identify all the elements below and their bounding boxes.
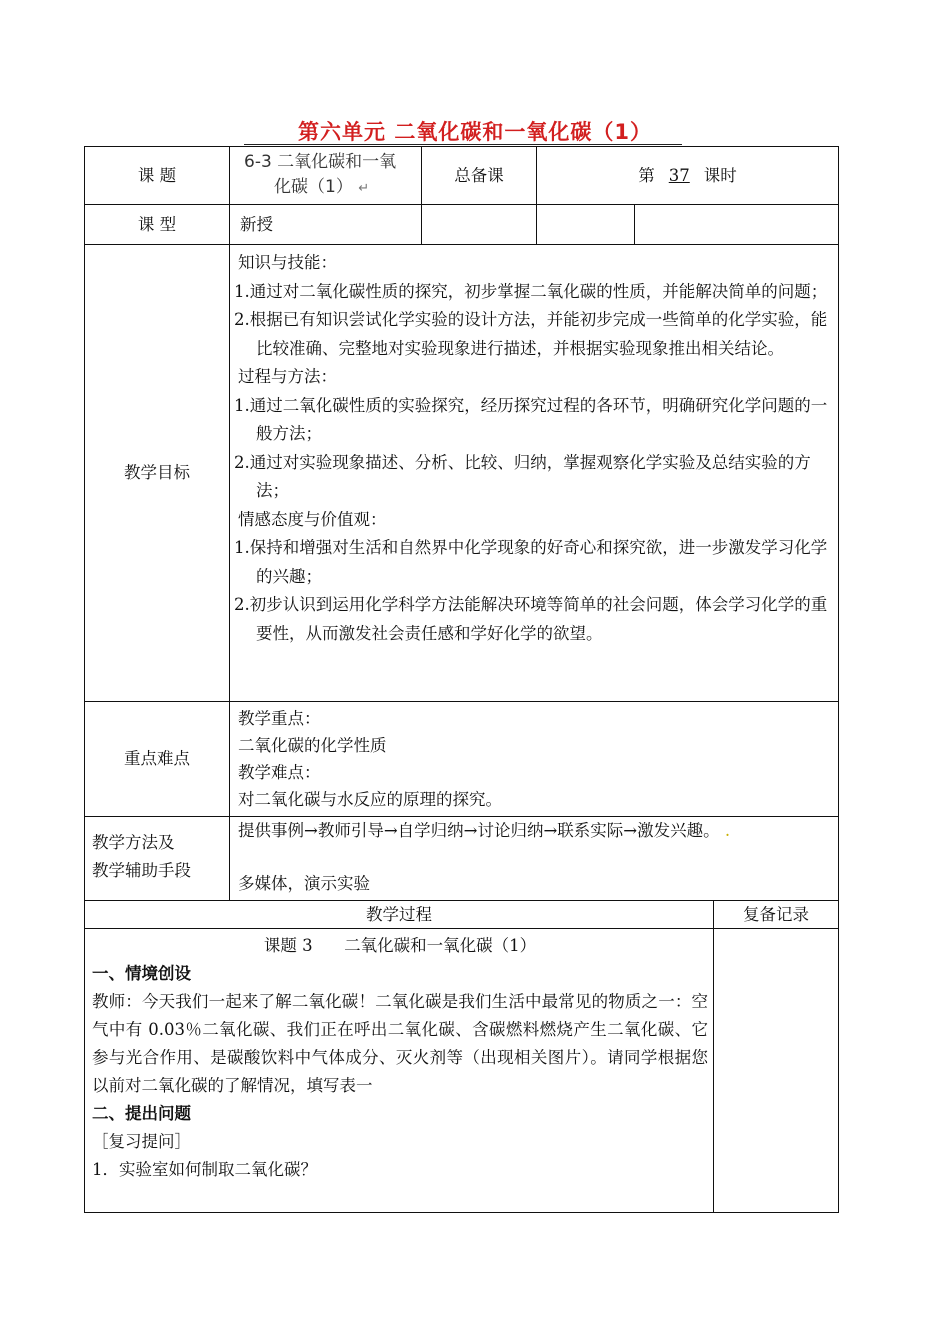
section-heading: 二、提出问题 [92, 1104, 191, 1123]
process-header: 教学过程 [366, 904, 432, 924]
type-value: 新授 [240, 214, 273, 234]
difficulty-heading: 教学难点： [238, 763, 321, 782]
difficulty-text: 对二氧化碳与水反应的原理的探究。 [238, 790, 502, 809]
notes-header: 复备记录 [743, 904, 809, 924]
period-number: 37 [668, 165, 690, 185]
period-cell [537, 147, 838, 204]
objective-item: 2.根据已有知识尝试化学实验的设计方法，并能初步完成一些简单的化学实验，能比较准确、完整地对实验现象进行描述，并根据实验现象推出相关结论。 [234, 310, 828, 358]
key-point-text: 二氧化碳的化学性质 [238, 736, 387, 755]
dot-icon: . [719, 821, 731, 840]
topic-label: 课 题 [137, 165, 177, 185]
objective-item: 1.保持和增强对生活和自然界中化学现象的好奇心和探究欲，进一步激发学习化学的兴趣； [234, 538, 828, 586]
topic-value-line2: 化碳（1） [274, 177, 353, 197]
methods-flow-text: 提供事例→教师引导→自学归纳→讨论归纳→联系实际→激发兴趣。 [238, 821, 720, 840]
process-content [92, 932, 708, 1184]
objective-item: 1.通过二氧化碳性质的实验探究，经历探究过程的各环节，明确研究化学问题的一般方法； [234, 395, 828, 443]
page-title: 第六单元 二氧化碳和一氧化碳（1） [298, 120, 652, 144]
period-suffix: 课时 [703, 165, 737, 185]
objective-heading: 知识与技能： [238, 253, 337, 272]
methods-label-line1: 教学方法及 [92, 833, 175, 852]
objectives-content [234, 249, 834, 648]
methods-label-line2: 教学辅助手段 [92, 861, 191, 880]
objective-item: 2.通过对实验现象描述、分析、比较、归纳，掌握观察化学实验及总结实验的方法； [234, 452, 811, 500]
objective-item: 2.初步认识到运用化学科学方法能解决环境等简单的社会问题，体会学习化学的重要性，从而激发社会责任感和学好化学的欲望。 [234, 595, 828, 643]
topic-value-line1: 6-3 二氧化碳和一氧 [244, 152, 397, 172]
total-prep-label: 总备课 [454, 165, 504, 185]
period-prefix: 第 [638, 165, 655, 185]
methods-flow [238, 820, 834, 842]
objective-item: 1.通过对二氧化碳性质的探究，初步掌握二氧化碳的性质，并能解决简单的问题； [234, 281, 828, 301]
objectives-label: 教学目标 [124, 463, 190, 482]
methods-label [92, 829, 228, 885]
lesson-title: 课题 3 二氧化碳和一氧化碳（1） [263, 936, 537, 955]
section-heading: 一、情境创设 [92, 964, 191, 983]
title-underline [244, 144, 682, 145]
review-label: ［复习提问］ [92, 1132, 191, 1151]
type-label: 课 型 [137, 214, 177, 234]
methods-media: 多媒体，演示实验 [238, 874, 370, 893]
key-points-content [238, 705, 834, 813]
objective-heading: 过程与方法： [238, 367, 337, 386]
return-mark-icon: ↵ [358, 181, 370, 196]
question-item: 1．实验室如何制取二氧化碳？ [92, 1160, 317, 1179]
key-points-label: 重点难点 [124, 749, 190, 768]
intro-paragraph: 教师：今天我们一起来了解二氧化碳！二氧化碳是我们生活中最常见的物质之一：空气中有 0.03％二氧化碳、我们正在呼出二氧化碳、含碳燃料燃烧产生二氧化碳、它参与光合作用、是碳酸饮料中气体成分、灭火剂等（出现相关图片）。请同学根据您以前对二氧化碳的了解情况，填写表一 [92, 992, 708, 1095]
key-point-heading: 教学重点： [238, 709, 321, 728]
objective-heading: 情感态度与价值观： [238, 509, 387, 529]
topic-value [232, 150, 420, 203]
